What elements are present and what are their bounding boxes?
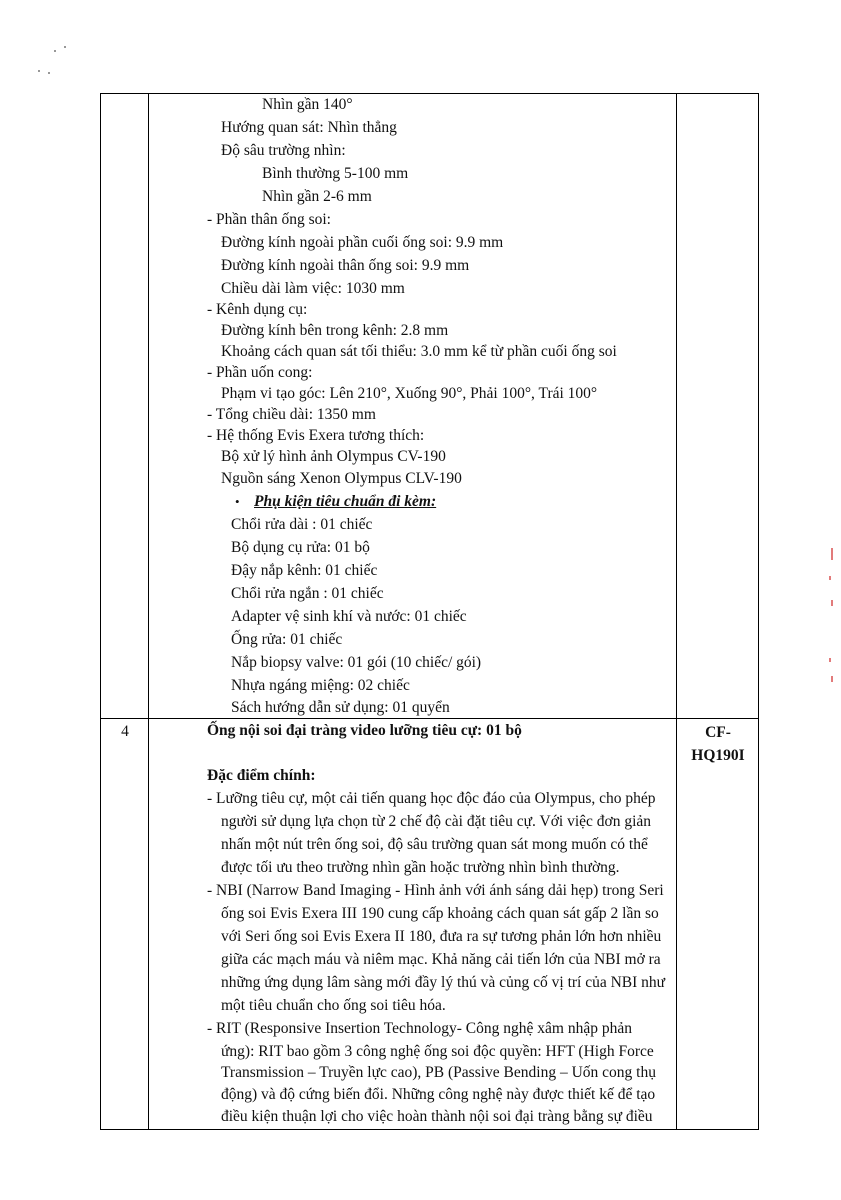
accessory-item: Nhựa ngáng miệng: 02 chiếc xyxy=(231,677,410,694)
feature-line: được tối ưu theo trường nhìn gần hoặc trường nhìn bình thường. xyxy=(221,859,620,876)
stt-cell xyxy=(101,94,149,719)
code-cell xyxy=(677,719,759,1130)
spec-line: Nhìn gần 2-6 mm xyxy=(262,188,372,205)
model-code-line: HQ190I xyxy=(691,747,745,764)
accessory-item: Nắp biopsy valve: 01 gói (10 chiếc/ gói) xyxy=(231,654,482,671)
spec-line: Phạm vi tạo góc: Lên 210°, Xuống 90°, Phải 100°, Trái 100° xyxy=(221,385,598,402)
spec-line: - Phần thân ống soi: xyxy=(207,211,331,228)
feature-line: những ứng dụng lâm sàng mới đầy lý thú và củng cố vị trí của NBI như xyxy=(221,974,666,991)
scan-edge-marks xyxy=(825,540,839,690)
scan-specks xyxy=(36,40,76,80)
spec-line: - Hệ thống Evis Exera tương thích: xyxy=(207,427,425,444)
accessory-item: Adapter vệ sinh khí và nước: 01 chiếc xyxy=(231,608,467,625)
features-heading: Đặc điểm chính: xyxy=(207,767,316,784)
spec-line: Bộ xử lý hình ảnh Olympus CV-190 xyxy=(221,448,446,465)
spec-line: Đường kính ngoài phần cuối ống soi: 9.9 mm xyxy=(221,234,504,251)
feature-line: người sử dụng lựa chọn từ 2 chế độ cài đặt tiêu cự. Với việc đơn giản xyxy=(221,813,652,830)
spec-line: - Kênh dụng cụ: xyxy=(207,301,308,318)
spec-line: Nhìn gần 140° xyxy=(262,96,353,113)
feature-line: Transmission – Truyền lực cao), PB (Passive Bending – Uốn cong thụ xyxy=(221,1064,656,1081)
spec-line: - Phần uốn cong: xyxy=(207,364,313,381)
stt-number: 4 xyxy=(121,723,129,740)
item-title: Ống nội soi đại tràng video lưỡng tiêu cự: 01 bộ xyxy=(207,722,522,739)
feature-line: ứng): RIT bao gồm 3 công nghệ ống soi độc quyền: HFT (High Force xyxy=(221,1043,654,1060)
accessory-item: Ống rửa: 01 chiếc xyxy=(231,631,343,648)
description-body xyxy=(149,719,676,1129)
accessory-item: Chổi rửa ngắn : 01 chiếc xyxy=(231,585,384,602)
spec-line: Độ sâu trường nhìn: xyxy=(221,142,346,159)
feature-line: một tiêu chuẩn cho ống soi tiêu hóa. xyxy=(221,997,446,1014)
bullet-icon: • xyxy=(235,494,240,509)
spec-line: Khoảng cách quan sát tối thiểu: 3.0 mm kể từ phần cuối ống soi xyxy=(221,343,617,360)
accessory-item: Sách hướng dẫn sử dụng: 01 quyển xyxy=(231,699,450,716)
accessory-item: Bộ dụng cụ rửa: 01 bộ xyxy=(231,539,370,556)
feature-line: điều kiện thuận lợi cho việc hoàn thành nội soi đại tràng bằng sự điều xyxy=(221,1108,653,1125)
accessories-heading: Phụ kiện tiêu chuẩn đi kèm: xyxy=(254,493,437,510)
accessory-item: Đậy nắp kênh: 01 chiếc xyxy=(231,562,378,579)
feature-line: - NBI (Narrow Band Imaging - Hình ảnh với ánh sáng dải hẹp) trong Seri xyxy=(207,882,664,899)
description-body xyxy=(149,94,676,718)
feature-line: giữa các mạch máu và niêm mạc. Khả năng cải tiến lớn của NBI mở ra xyxy=(221,951,661,968)
stt-cell xyxy=(101,719,149,1130)
feature-line: ống soi Evis Exera III 190 cung cấp khoảng cách quan sát gấp 2 lần so xyxy=(221,905,659,922)
spec-line: - Tổng chiều dài: 1350 mm xyxy=(207,406,376,423)
code-cell xyxy=(677,94,759,719)
feature-line: với Seri ống soi Evis Exera II 180, đưa ra sự tương phản lớn hơn nhiều xyxy=(221,928,662,945)
spec-line: Nguồn sáng Xenon Olympus CLV-190 xyxy=(221,470,462,487)
feature-line: động) và độ cứng biến đổi. Những công nghệ này được thiết kế để tạo xyxy=(221,1086,656,1103)
description-cell xyxy=(149,94,677,719)
model-code-line: CF- xyxy=(705,724,731,741)
description-cell xyxy=(149,719,677,1130)
spec-line: Đường kính bên trong kênh: 2.8 mm xyxy=(221,322,449,339)
spec-table xyxy=(100,93,759,1130)
table-row-previous-item xyxy=(101,94,759,719)
table-row-item-4 xyxy=(101,719,759,1130)
feature-line: - RIT (Responsive Insertion Technology- Công nghệ xâm nhập phản xyxy=(207,1020,632,1037)
accessory-item: Chổi rửa dài : 01 chiếc xyxy=(231,516,373,533)
spec-line: Hướng quan sát: Nhìn thẳng xyxy=(221,119,397,136)
feature-line: - Lưỡng tiêu cự, một cải tiến quang học độc đáo của Olympus, cho phép xyxy=(207,790,656,807)
spec-line: Chiều dài làm việc: 1030 mm xyxy=(221,280,405,297)
spec-line: Bình thường 5-100 mm xyxy=(262,165,409,182)
spec-line: Đường kính ngoài thân ống soi: 9.9 mm xyxy=(221,257,470,274)
feature-line: nhấn một nút trên ống soi, độ sâu trường quan sát mong muốn có thể xyxy=(221,836,648,853)
